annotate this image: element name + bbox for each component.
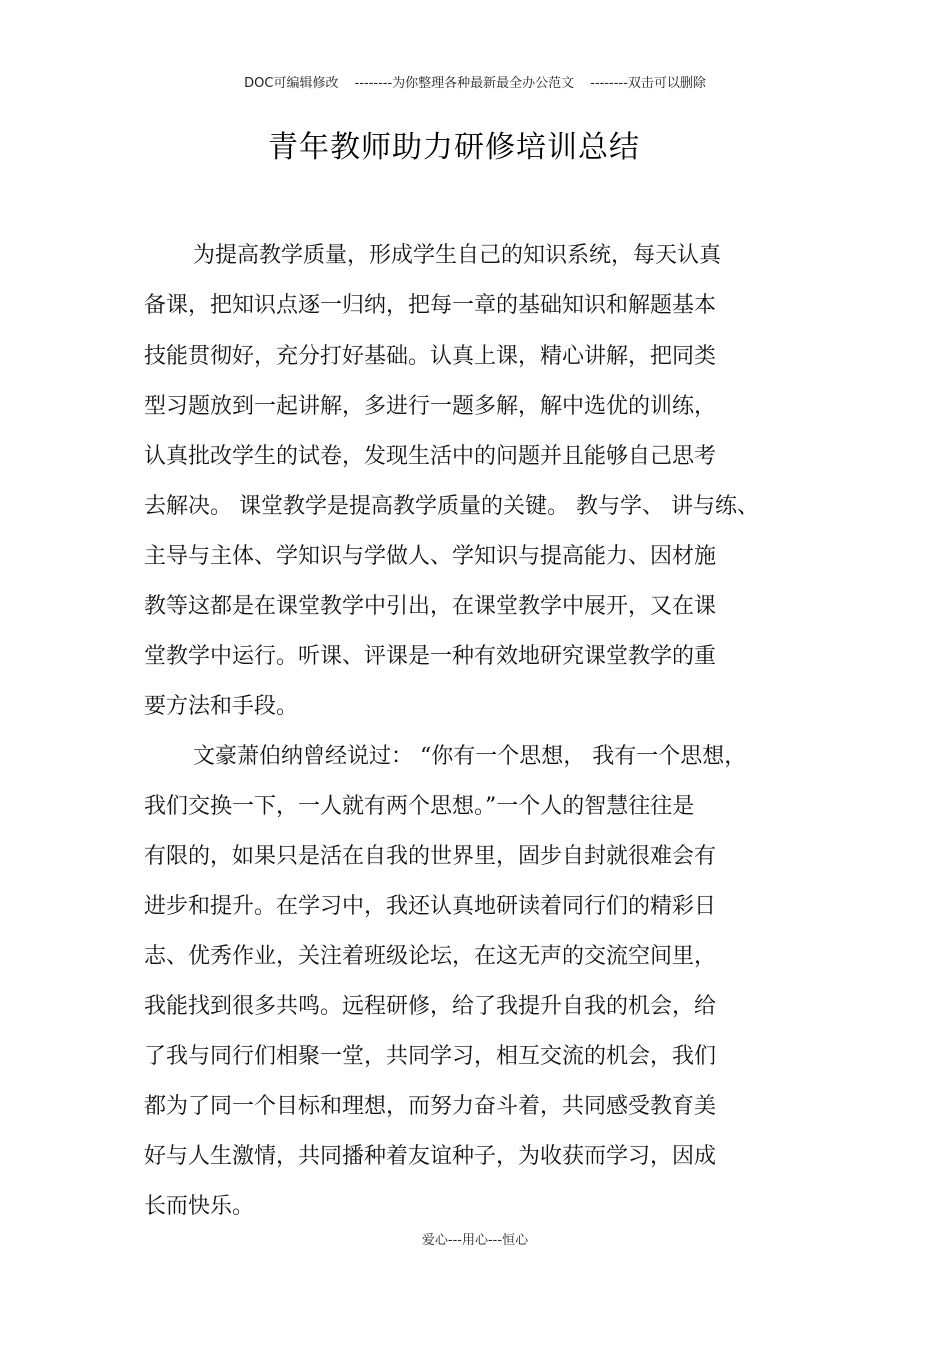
paragraph-2-line-7: 了我与同行们相聚一堂，共同学习，相互交流的机会，我们	[144, 1044, 717, 1069]
paragraph-2-line-6: 我能找到很多共鸣。远程研修，给了我提升自我的机会，给	[144, 994, 717, 1019]
paragraph-2-line-10: 长而快乐。	[144, 1194, 255, 1219]
header-doc-label: DOC可编辑修改	[244, 76, 339, 91]
header-delete-hint: --------双击可以删除	[590, 76, 706, 91]
header-middle-text: --------为你整理各种最新最全办公范文	[354, 76, 575, 91]
paragraph-1-line-3: 技能贯彻好，充分打好基础。认真上课，精心讲解，把同类	[144, 344, 717, 369]
paragraph-2-line-1: 文豪萧伯纳曾经说过： “你有一个思想， 我有一个思想，	[193, 744, 747, 769]
page-header	[0, 72, 950, 91]
paragraph-2-line-4: 进步和提升。在学习中，我还认真地研读着同行们的精彩日	[144, 894, 717, 919]
paragraph-1-line-4: 型习题放到一起讲解，多进行一题多解，解中选优的训练，	[144, 394, 717, 419]
paragraph-1-line-10: 要方法和手段。	[144, 694, 299, 719]
paragraph-2-line-3: 有限的，如果只是活在自我的世界里，固步自封就很难会有	[144, 844, 717, 869]
paragraph-2-line-5: 志、优秀作业，关注着班级论坛，在这无声的交流空间里，	[144, 944, 717, 969]
paragraph-1-line-2: 备课，把知识点逐一归纳，把每一章的基础知识和解题基本	[144, 293, 717, 318]
paragraph-2-line-2: 我们交换一下，一人就有两个思想。”一个人的智慧往往是	[144, 794, 695, 819]
paragraph-2-line-8: 都为了同一个目标和理想，而努力奋斗着，共同感受教育美	[144, 1094, 717, 1119]
paragraph-2-line-9: 好与人生激情，共同播种着友谊种子，为收获而学习，因成	[144, 1144, 717, 1169]
paragraph-1-line-7: 主导与主体、学知识与学做人、学知识与提高能力、因材施	[144, 544, 717, 569]
paragraph-1-line-6: 去解决。 课堂教学是提高教学质量的关键。 教与学、 讲与练、	[144, 494, 759, 519]
paragraph-1-line-1: 为提高教学质量，形成学生自己的知识系统，每天认真	[193, 243, 722, 268]
paragraph-1-line-8: 教等这都是在课堂教学中引出，在课堂教学中展开，又在课	[144, 594, 717, 619]
page-footer: 爱心---用心---恒心	[421, 1233, 529, 1248]
paragraph-1-line-9: 堂教学中运行。听课、评课是一种有效地研究课堂教学的重	[144, 644, 717, 669]
document-title: 青年教师助力研修培训总结	[268, 130, 640, 165]
paragraph-1-line-5: 认真批改学生的试卷，发现生活中的问题并且能够自己思考	[144, 444, 717, 469]
